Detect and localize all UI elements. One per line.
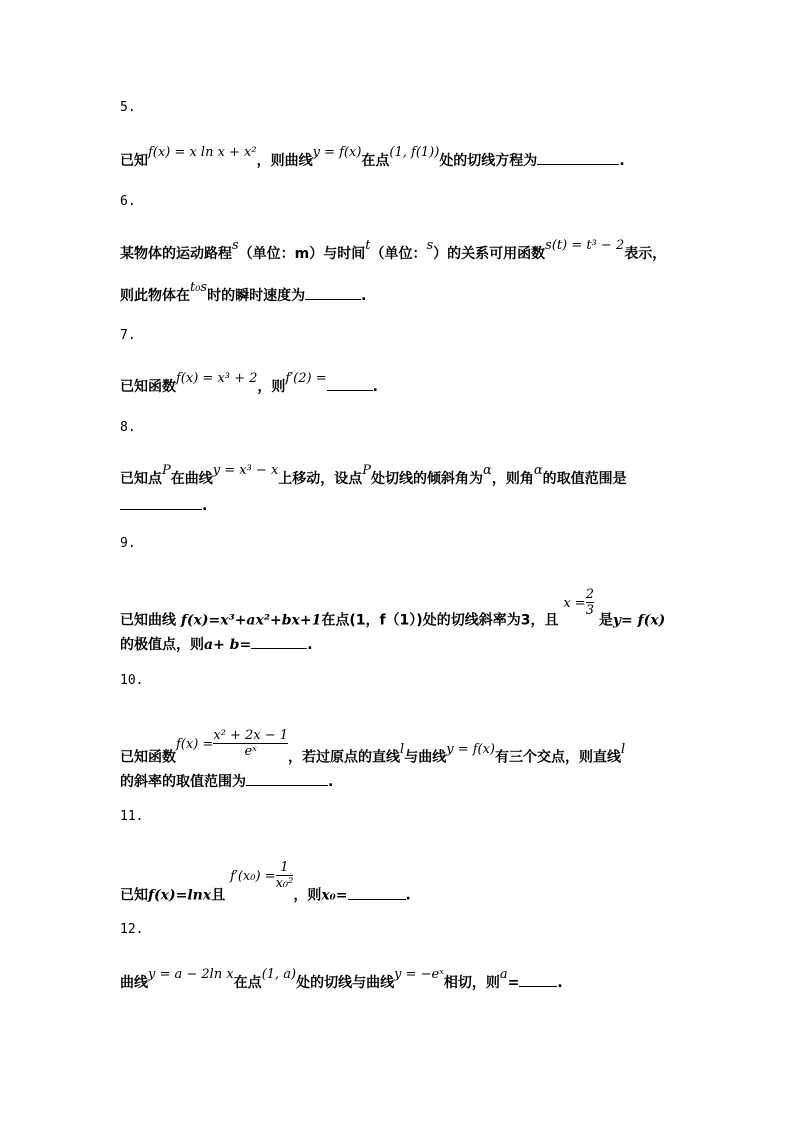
q5-text-4: 处的切线方程为 xyxy=(439,153,538,169)
q10-frac-num: x² + 2x − 1 xyxy=(213,728,289,743)
q9-answer-blank[interactable] xyxy=(251,636,307,649)
q10-text-5: 的斜率的取值范围为 xyxy=(120,774,246,790)
q11-text xyxy=(120,860,411,911)
q5-answer-blank[interactable] xyxy=(537,152,619,165)
q10-text-line2 xyxy=(120,771,333,791)
q11-text-2: 且 xyxy=(211,887,226,904)
q12-text-1: 曲线 xyxy=(120,975,148,991)
q11-math-f: f(x)=lnx xyxy=(148,887,212,904)
q9-math-y: y= f(x) xyxy=(612,612,666,629)
q11-text-1: 已知 xyxy=(120,887,148,904)
q10-math-l2: l xyxy=(621,741,626,757)
q11-frac-den: x₀² xyxy=(275,876,294,891)
q8-text-6: 的取值范围是 xyxy=(542,471,627,487)
q12-text-5: = xyxy=(507,975,520,991)
q7-text xyxy=(120,371,378,396)
q10-number: 10. xyxy=(120,673,144,688)
q10-text-4: 有三个交点，则直线 xyxy=(495,749,622,766)
q6-answer-blank[interactable] xyxy=(305,287,361,300)
q6-text-line1 xyxy=(120,238,667,263)
q12-answer-blank[interactable] xyxy=(519,974,557,987)
q12-text-4: 相切，则 xyxy=(443,975,500,991)
q6-end: . xyxy=(361,288,367,304)
q11-end: . xyxy=(405,887,411,904)
q8-number: 8. xyxy=(120,420,136,435)
q7-answer-blank[interactable] xyxy=(327,378,373,391)
q5-text-3: 在点 xyxy=(361,153,390,169)
q8-text-5: ，则角 xyxy=(491,471,534,487)
q8-text-4: 处切线的倾斜角为 xyxy=(371,471,484,487)
q8-text-2: 在曲线 xyxy=(170,471,213,487)
q11-math-derivative: f′(x₀) = xyxy=(230,868,276,884)
q7-text-2: ，则 xyxy=(257,379,286,395)
q8-text-1: 已知点 xyxy=(120,471,162,487)
q12-math-curve: y = a − 2ln x xyxy=(148,967,234,982)
q8-math-p2: P xyxy=(362,463,372,478)
q10-math-curve: y = f(x) xyxy=(446,741,496,757)
q5-number: 5. xyxy=(120,100,136,115)
q9-text-line2 xyxy=(120,634,313,654)
q11-math-x0: x₀= xyxy=(321,887,348,904)
q9-text-1: 已知曲线 xyxy=(120,612,176,629)
q7-math-derivative: f′(2) = xyxy=(285,371,327,386)
q5-end: . xyxy=(619,153,625,169)
q7-end: . xyxy=(372,379,378,395)
q9-math-x: x = xyxy=(563,595,586,611)
q7-number: 7. xyxy=(120,328,136,343)
q6-text-line2 xyxy=(120,280,367,305)
q12-math-point: (1, a) xyxy=(261,967,297,982)
q9-text-line1 xyxy=(120,587,666,636)
q5-text-2: ，则曲线 xyxy=(256,153,313,169)
q10-math-l: l xyxy=(400,741,405,757)
q10-text-line1 xyxy=(120,728,626,773)
q6-text-3: （单位： xyxy=(370,246,427,262)
q6-text-4: ）的关系可用函数 xyxy=(433,246,546,262)
q9-fraction xyxy=(586,587,594,618)
q8-math-alpha: α xyxy=(483,463,492,478)
q10-answer-blank[interactable] xyxy=(246,773,328,786)
q8-text-3: 上移动，设点 xyxy=(278,471,363,487)
q6-text-5: 表示， xyxy=(624,246,667,262)
q12-text xyxy=(120,967,563,992)
q5-math-curve: y = f(x) xyxy=(312,145,362,160)
q8-answer-blank[interactable] xyxy=(120,497,202,510)
q10-frac-den: eˣ xyxy=(244,744,257,759)
q9-frac-den: 3 xyxy=(585,603,594,618)
q5-math-function: f(x) = x ln x + x² xyxy=(148,145,257,160)
q9-text-4: 的极值点，则 xyxy=(120,637,204,653)
q11-number: 11. xyxy=(120,809,144,824)
q7-math-function: f(x) = x³ + 2 xyxy=(176,371,258,386)
q6-text-6: 则此物体在 xyxy=(120,288,190,304)
q9-end: . xyxy=(307,637,313,653)
q11-answer-blank[interactable] xyxy=(348,887,406,900)
q5-math-point: (1, f(1)) xyxy=(389,145,440,160)
q8-math-alpha2: α xyxy=(533,463,543,478)
q10-text-1: 已知函数 xyxy=(120,749,176,766)
q6-text-1: 某物体的运动路程 xyxy=(120,246,232,262)
q6-math-function: s(t) = t³ − 2 xyxy=(545,238,625,253)
q9-math-function: f(x)=x³+ax²+bx+1 xyxy=(180,612,322,629)
q9-text-3: 是 xyxy=(598,612,613,629)
q10-fraction xyxy=(213,728,288,759)
q9-frac-num: 2 xyxy=(585,587,594,602)
q10-math-f: f(x) = xyxy=(176,736,214,752)
q12-text-3: 处的切线与曲线 xyxy=(296,975,395,991)
q9-number: 9. xyxy=(120,536,136,551)
q6-text-7: 时的瞬时速度为 xyxy=(207,288,306,304)
q12-math-a: a xyxy=(499,967,508,982)
q7-text-1: 已知函数 xyxy=(120,379,176,395)
q10-end: . xyxy=(328,774,334,790)
q5-text xyxy=(120,145,625,170)
q8-text-line2 xyxy=(120,497,207,514)
q8-math-p: P xyxy=(162,463,171,478)
q12-math-curve2: y = −eˣ xyxy=(394,967,444,982)
q6-math-t: t xyxy=(365,238,371,253)
q6-number: 6. xyxy=(120,194,136,209)
q6-math-s-unit: s xyxy=(426,238,434,253)
q8-math-curve: y = x³ − x xyxy=(212,463,279,478)
q12-text-2: 在点 xyxy=(233,975,262,991)
q11-fraction xyxy=(276,860,294,891)
q10-text-3: 与曲线 xyxy=(404,749,447,766)
q10-text-2: ，若过原点的直线 xyxy=(288,749,401,766)
q8-text-line1 xyxy=(120,463,627,488)
q8-end: . xyxy=(202,498,208,514)
q6-text-2: （单位：m）与时间 xyxy=(238,246,366,262)
q5-text-1: 已知 xyxy=(120,153,148,169)
q6-math-s: s xyxy=(232,238,239,253)
q11-frac-num: 1 xyxy=(280,860,289,875)
q9-text-2: 在点(1，f（1）)处的切线斜率为3，且 xyxy=(321,612,559,629)
q11-text-3: ，则 xyxy=(293,887,322,904)
q12-number: 12. xyxy=(120,922,144,937)
q6-math-t0: t₀s xyxy=(190,280,208,295)
q9-math-ab: a+ b= xyxy=(204,637,252,653)
q12-end: . xyxy=(557,975,563,991)
